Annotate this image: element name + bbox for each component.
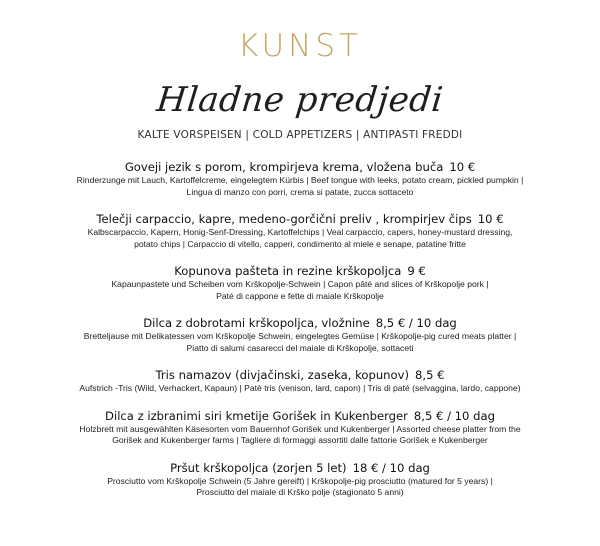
item-description: Prosciutto del maiale di Krško polje (stagionato 5 anni) bbox=[196, 487, 404, 497]
item-description: Lingua di manzo con porri, crema si patate, zucca sottaceto bbox=[186, 186, 414, 197]
menu-item bbox=[0, 408, 600, 447]
item-title bbox=[0, 408, 600, 424]
menu-item bbox=[0, 315, 600, 354]
item-title bbox=[0, 460, 600, 476]
item-title bbox=[0, 159, 600, 175]
item-description: Paté di cappone e fette di maiale Krškopolje bbox=[216, 290, 384, 301]
item-description: Bretteljause mit Delikatessen vom Krškopolje Schwein, eingelegtes Gemüse | Krškopolje-pig cured meats platter | bbox=[83, 331, 517, 341]
menu-item bbox=[0, 263, 600, 302]
item-description: Kapaunpastete und Scheiben vom Krškopolje-Schwein | Capon pâté and slices of Krškopolje pork | bbox=[111, 279, 489, 289]
item-price: 8,5 € / 10 dag bbox=[413, 408, 495, 423]
item-description: Rinderzunge mit Lauch, Kartoffelcreme, eingelegtem Kürbis | Beef tongue with leeks, potato cream, pickled pumpkin | bbox=[76, 175, 524, 185]
item-title bbox=[0, 211, 600, 227]
item-description: Holzbrett mit ausgewählten Käsesorten vom Bauernhof Gorišek und Kukenberger | Assorted cheese platter from the bbox=[79, 423, 521, 434]
item-name: Tris namazov (divjačinski, zaseka, kopunov) bbox=[155, 368, 410, 382]
item-name: Dilca z izbranimi siri kmetije Gorišek in Kukenberger bbox=[105, 408, 408, 423]
item-price: 9 € bbox=[407, 264, 426, 278]
item-price: 18 € / 10 dag bbox=[352, 460, 430, 475]
item-name: Goveji jezik s porom, krompirjeva krema, vložena buča bbox=[124, 160, 444, 174]
section-title: Hladne predjedi bbox=[154, 80, 446, 120]
menu-item bbox=[0, 460, 600, 499]
item-description: Piatto di salumi casarecci del maiale di Krškopolje, sottaceti bbox=[186, 342, 414, 353]
item-description: Gorišek and Kukenberger farms | Tagliere di formaggi assortiti dalle fattorie Gorišek e Kukenberger bbox=[112, 435, 488, 445]
item-title bbox=[0, 315, 600, 331]
item-description: Prosciutto vom Krškopolje Schwein (5 Jahre gereift) | Krškopolje-pig prosciutto (matured for 5 years) | bbox=[107, 475, 493, 486]
item-name: Kopunova pašteta in rezine krškopoljca bbox=[174, 264, 402, 278]
item-name: Dilca z dobrotami krškopoljca, vložnine bbox=[143, 316, 370, 330]
item-price: 8,5 € / 10 dag bbox=[375, 316, 457, 330]
menu-item bbox=[0, 367, 600, 395]
item-price: 10 € bbox=[449, 160, 476, 174]
item-description: Kalbscarpaccio, Kapern, Honig-Senf-Dressing, Kartoffelchips | Veal carpaccio, capers, honey-mustard dressing, bbox=[87, 227, 513, 237]
item-name: Telečji carpaccio, kapre, medeno-gorčični preliv , krompirjev čips bbox=[96, 212, 472, 226]
menu-item bbox=[0, 159, 600, 198]
brand-logo: KUNST bbox=[238, 28, 362, 64]
item-name: Pršut krškopoljca (zorjen 5 let) bbox=[170, 460, 347, 475]
item-description: Aufstrich -Tris (Wild, Verhackert, Kapaun) | Patè tris (venison, lard, capon) | Tris di paté (selvaggina, lardo, cappone) bbox=[79, 383, 521, 393]
item-price: 8,5 € bbox=[415, 368, 445, 382]
item-title bbox=[0, 367, 600, 383]
section-subtitle: KALTE VORSPEISEN | COLD APPETIZERS | ANTIPASTI FREDDI bbox=[137, 129, 463, 141]
menu-items bbox=[0, 159, 600, 512]
item-description: potato chips | Carpaccio di vitello, capperi, condimento al miele e senape, patatine fritte bbox=[134, 238, 466, 249]
menu-item bbox=[0, 211, 600, 250]
item-price: 10 € bbox=[477, 212, 504, 226]
item-title bbox=[0, 263, 600, 279]
